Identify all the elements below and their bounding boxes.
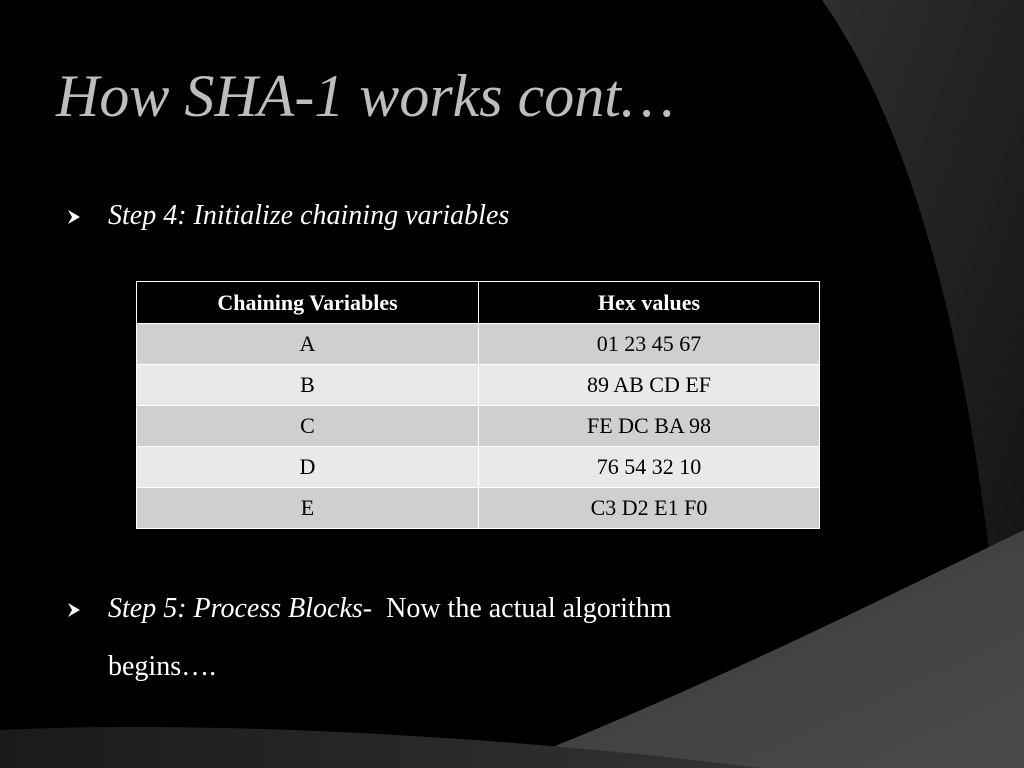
table-row (137, 406, 820, 447)
bullet-step-5 (108, 595, 671, 623)
hex-value-cell: 89 AB CD EF (479, 365, 820, 406)
table-header-row (137, 282, 820, 324)
step-5-description: Now the actual algorithm (386, 593, 672, 624)
hex-value-cell: C3 D2 E1 F0 (479, 488, 820, 529)
variable-name-cell: D (137, 447, 479, 488)
header-hex-values: Hex values (479, 282, 820, 324)
hex-value-cell: 01 23 45 67 (479, 324, 820, 365)
variable-name-cell: C (137, 406, 479, 447)
variable-name-cell: B (137, 365, 479, 406)
variable-name-cell: E (137, 488, 479, 529)
table-row (137, 488, 820, 529)
header-chaining-variables: Chaining Variables (137, 282, 479, 324)
hex-value-cell: FE DC BA 98 (479, 406, 820, 447)
table-row (137, 324, 820, 365)
arrowhead-bullet-icon (66, 209, 82, 225)
step-5-label: Step 5: Process Blocks- (108, 593, 373, 624)
bullet-step-4: Step 4: Initialize chaining variables (108, 200, 510, 231)
variable-name-cell: A (137, 324, 479, 365)
bullet-step-5-continuation: begins…. (108, 651, 217, 682)
arrowhead-bullet-icon (66, 602, 82, 618)
table-row (137, 447, 820, 488)
table-row (137, 365, 820, 406)
hex-value-cell: 76 54 32 10 (479, 447, 820, 488)
chaining-variables-table (136, 281, 820, 529)
slide-title: How SHA-1 works cont… (56, 63, 675, 129)
